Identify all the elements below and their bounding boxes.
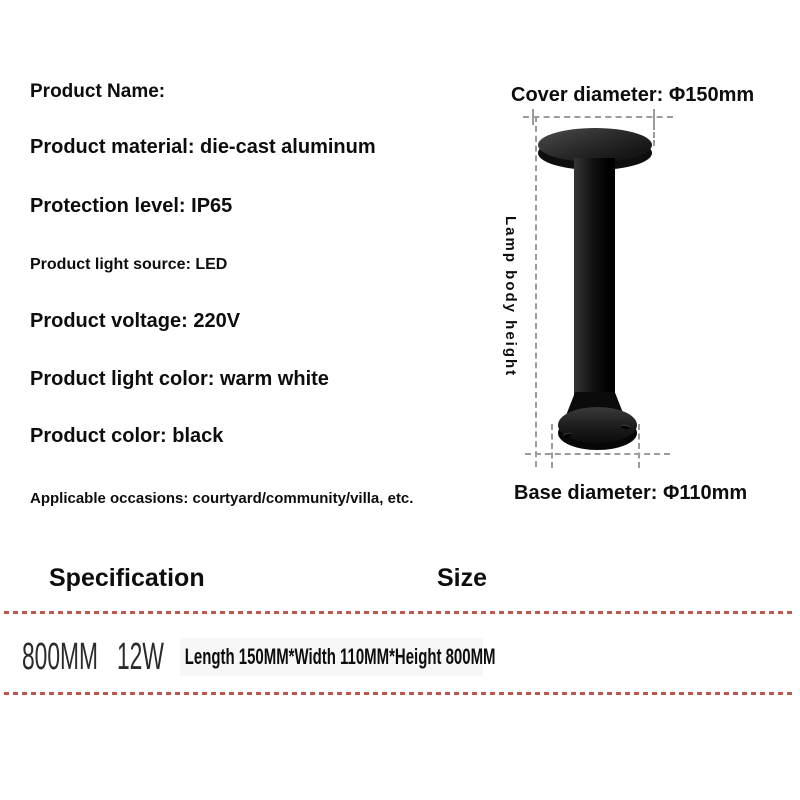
table-divider-top: [4, 611, 796, 614]
cover-diameter-label: Cover diameter: Φ150mm: [511, 84, 755, 106]
cover-dimension-line: [523, 116, 673, 118]
height-dimension-line: [535, 116, 537, 467]
product-name-line: Product Name:: [30, 81, 166, 102]
lamp-pole: [574, 158, 615, 410]
size-value-box: [180, 638, 496, 676]
cover-dimension-tick-left: [532, 109, 534, 125]
lamp-cover: [538, 128, 652, 162]
base-dimension-line: [525, 453, 670, 455]
product-voltage-line: Product voltage: 220V: [30, 310, 241, 332]
protection-level-line: Protection level: IP65: [30, 195, 233, 217]
product-color-line: Product color: black: [30, 425, 224, 447]
base-diameter-label: Base diameter: Φ110mm: [514, 482, 748, 504]
cover-right-extension-line: [653, 116, 655, 146]
light-source-line: Product light source: LED: [30, 256, 228, 273]
specification-header: Specification: [49, 564, 205, 592]
applicable-occasions-line: Applicable occasions: courtyard/community/villa, etc.: [30, 490, 414, 507]
lamp-body-height-label: Lamp body height: [502, 216, 519, 378]
table-divider-bottom: [4, 692, 796, 695]
base-dimension-line-left: [551, 424, 553, 468]
light-color-line: Product light color: warm white: [30, 368, 329, 390]
power-value: 12W: [117, 636, 164, 678]
base-dimension-line-right: [638, 424, 640, 468]
product-material-line: Product material: die-cast aluminum: [30, 136, 376, 158]
size-header: Size: [437, 564, 488, 592]
spec-value: 800MM: [22, 636, 99, 678]
size-value: Length 150MM*Width 110MM*Height 800MM: [184, 644, 496, 669]
